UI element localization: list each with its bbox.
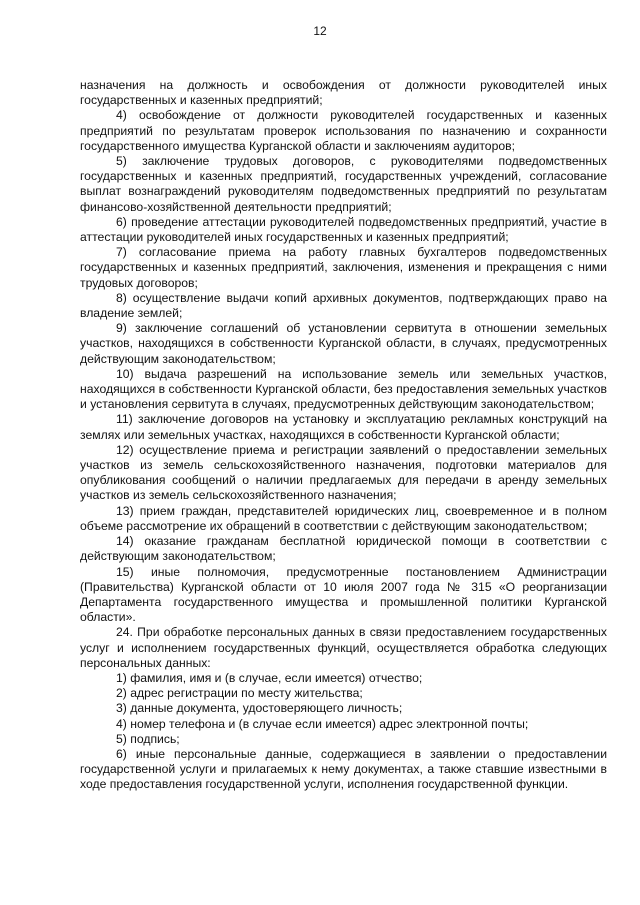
paragraph-item-11: 11) заключение договоров на установку и эксплуатацию рекламных конструкций на землях или земельных участках, находящихся в собственности Курганской области; [80, 412, 607, 442]
list-item-1: 1) фамилия, имя и (в случае, если имеется) отчество; [116, 670, 423, 685]
document-body [80, 78, 607, 793]
paragraph-item-6: 6) проведение аттестации руководителей подведомственных предприятий, участие в аттестации руководителей иных государственных и казенных предприятий; [80, 214, 607, 245]
list-item-6: 6) иные персональные данные, содержащиеся в заявлении о предоставлении государственной услуги и прилагаемых к нему документах, а также ставшие известными в ходе предоставления государственной услуги, исполнения государственной функции. [80, 746, 607, 792]
paragraph-continuation: назначения на должность и освобождения от должности руководителей иных государственных и казенных предприятий; [80, 78, 607, 108]
list-item-2: 2) адрес регистрации по месту жительства; [116, 686, 363, 701]
list-item-4: 4) номер телефона и (в случае если имеется) адрес электронной почты; [116, 716, 529, 731]
paragraph-item-7: 7) согласование приема на работу главных бухгалтеров подведомственных государственных и казенных предприятий, заключения, изменения и прекращения с ними трудовых договоров; [80, 245, 607, 290]
paragraph-item-5: 5) заключение трудовых договоров, с руководителями подведомственных государственных и казенных предприятий, государственных учреждений, согласование выплат вознаграждений руководителям подведомственных предприятий по результатам финансово-хозяйственной деятельности предприятий; [80, 154, 607, 214]
paragraph-item-8: 8) осуществление выдачи копий архивных документов, подтверждающих право на владение землей; [80, 290, 607, 321]
paragraph-item-12: 12) осуществление приема и регистрации заявлений о предоставлении земельных участков из земель сельскохозяйственного назначения, подготовки материалов для опубликования сообщений о наличии предлагаемых для передачи в аренду земельных участков из земель сельскохозяйственного назначения; [80, 442, 607, 503]
paragraph-item-9: 9) заключение соглашений об установлении сервитута в отношении земельных участков, находящихся в собственности Курганской области, в случаях, предусмотренных действующим законодательством; [80, 321, 607, 366]
page-number: 12 [313, 24, 327, 38]
paragraph-item-13: 13) прием граждан, представителей юридических лиц, своевременное и в полном объеме рассмотрение их обращений в соответствии с действующим законодательством; [80, 503, 607, 533]
list-item-5: 5) подпись; [116, 731, 180, 746]
list-item-3: 3) данные документа, удостоверяющего личность; [116, 701, 403, 716]
paragraph-item-10: 10) выдача разрешений на использование земель или земельных участков, находящихся в собственности Курганской области, без предоставления земельных участков и установления сервитута в случаях, предусмотренных действующим законодательством; [80, 366, 607, 412]
paragraph-section-24: 24. При обработке персональных данных в связи предоставлением государственных услуг и исполнением государственных функций, осуществляется обработка следующих персональных данных: [80, 625, 607, 670]
paragraph-item-15: 15) иные полномочия, предусмотренные постановлением Администрации (Правительства) Курганской области от 10 июля 2007 года № 315 «О реорганизации Департамента государственного имущества и промышленной политики Курганской области». [80, 564, 607, 625]
paragraph-item-4: 4) освобождение от должности руководителей государственных и казенных предприятий по результатам проверок использования по назначению и сохранности государственного имущества Курганской области и заключениям аудиторов; [80, 108, 607, 153]
paragraph-item-14: 14) оказание гражданам бесплатной юридической помощи в соответствии с действующим законодательством; [80, 534, 607, 564]
